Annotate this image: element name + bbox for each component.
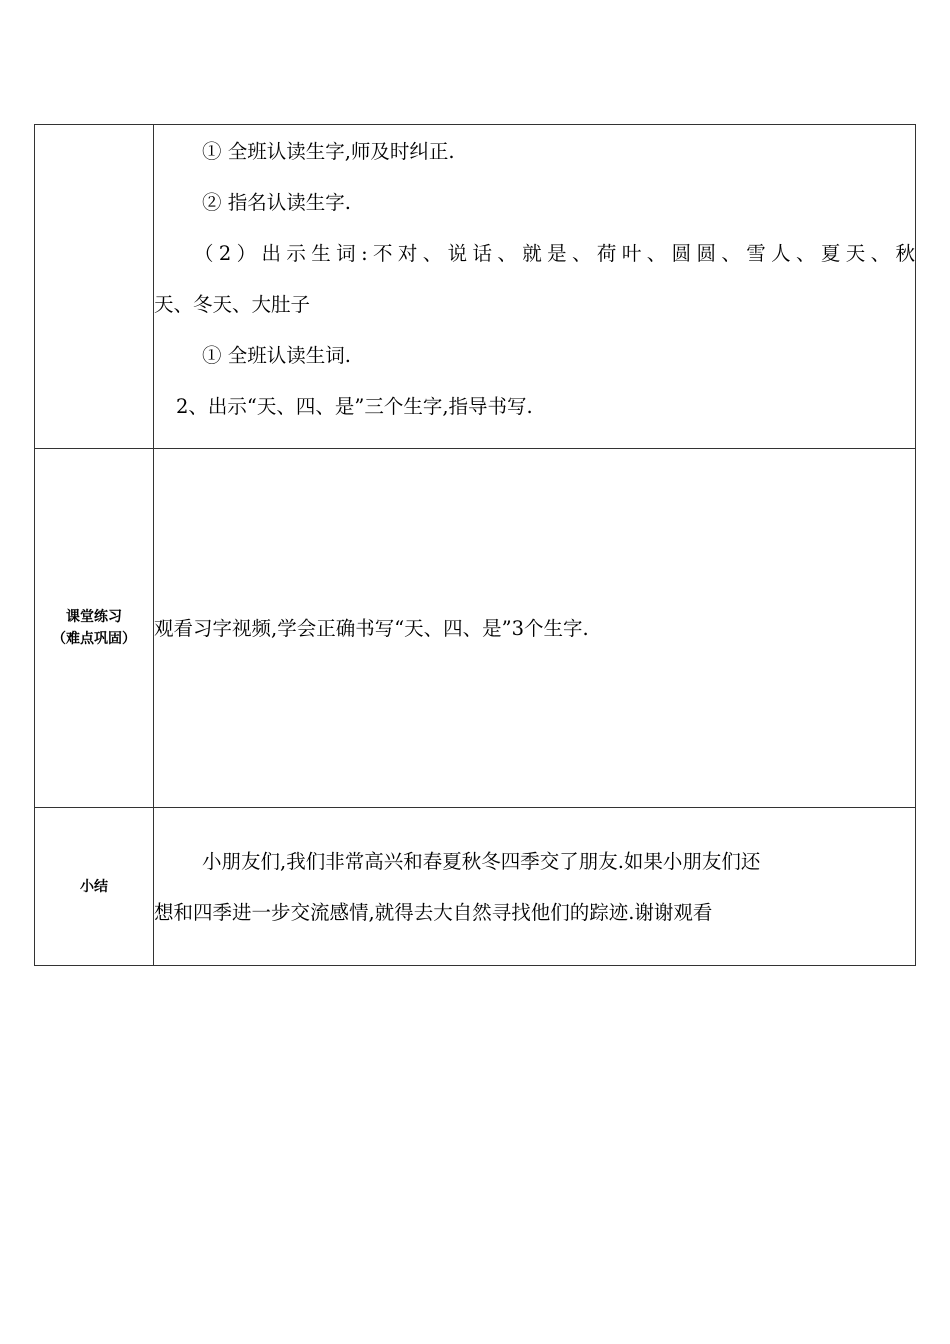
text-line: ① 全班认读生字,师及时纠正.: [202, 140, 455, 163]
text-line: 小朋友们,我们非常高兴和春夏秋冬四季交了朋友.如果小朋友们还: [202, 849, 761, 873]
text-line: 2、出示“天、四、是”三个生字,指导书写.: [176, 395, 533, 418]
row-label: 课堂练习: [66, 609, 122, 625]
text-line: 天、冬天、大肚子: [154, 293, 311, 316]
row-content-cell: [154, 125, 916, 449]
row-label-sub: （难点巩固）: [52, 631, 136, 647]
row-content-cell: [154, 808, 916, 966]
lesson-plan-table: [34, 124, 916, 966]
text-line: （2）出示生词:不对、说话、就是、荷叶、圆圆、雪人、夏天、秋: [194, 242, 915, 265]
row-label-cell: [35, 125, 154, 449]
row-content-cell: [154, 449, 916, 808]
table-row: [35, 808, 916, 966]
text-line: 观看习字视频,学会正确书写“天、四、是”3个生字.: [154, 616, 589, 640]
row-label-cell: [35, 808, 154, 966]
row-label-cell: [35, 449, 154, 808]
table-row: [35, 449, 916, 808]
text-line: ② 指名认读生字.: [202, 191, 351, 214]
table-row: [35, 125, 916, 449]
row-label: 小结: [80, 878, 108, 895]
text-line: 想和四季进一步交流感情,就得去大自然寻找他们的踪迹.谢谢观看: [154, 900, 713, 924]
text-line: ① 全班认读生词.: [202, 344, 351, 367]
